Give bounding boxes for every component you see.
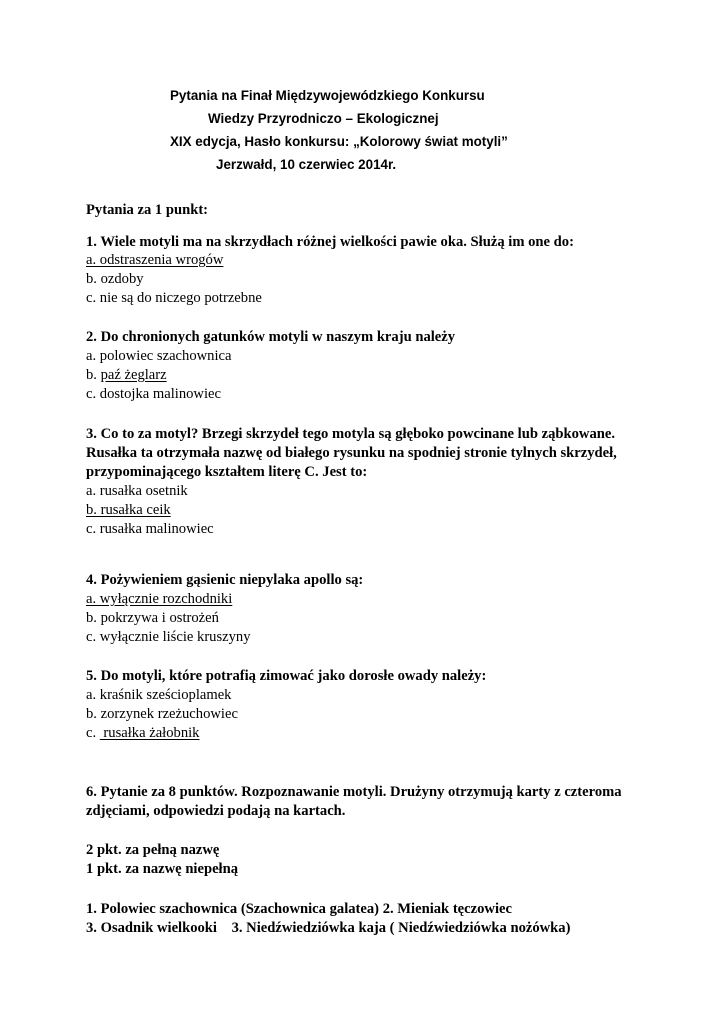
question-1-answer-a: a. odstraszenia wrogów xyxy=(86,252,224,268)
question-4-answer-b: b. pokrzywa i ostrożeń xyxy=(86,610,219,626)
question-5-answer-c-prefix: c. xyxy=(86,725,100,741)
question-1-answer-c: c. nie są do niczego potrzebne xyxy=(86,290,262,306)
scoring-partial-name: 1 pkt. za nazwę niepełną xyxy=(86,861,239,877)
question-4-text: 4. Pożywieniem gąsienic niepylaka apollo są: xyxy=(86,572,364,588)
question-3-text-line-1: 3. Co to za motyl? Brzegi skrzydeł tego motyla są głęboko powcinane lub ząbkowane. xyxy=(86,426,616,442)
question-3-answer-c: c. rusałka malinowiec xyxy=(86,521,214,537)
question-5-answer-c-text: rusałka żałobnik xyxy=(99,725,200,741)
question-4-answer-c: c. wyłącznie liście kruszyny xyxy=(86,629,251,645)
question-6-answers-line-2: 3. Osadnik wielkooki 3. Niedźwiedziówka kaja ( Niedźwiedziówka nożówka) xyxy=(86,920,571,936)
question-6-answers-line-1: 1. Polowiec szachownica (Szachownica galatea) 2. Mieniak tęczowiec xyxy=(86,901,512,917)
question-3-text-line-3: przypominającego kształtem literę C. Jest to: xyxy=(86,464,368,480)
question-5-text: 5. Do motyli, które potrafią zimować jako dorosłe owady należy: xyxy=(86,668,487,684)
question-4-answer-a: a. wyłącznie rozchodniki xyxy=(86,591,233,607)
question-3-text-line-2: Rusałka ta otrzymała nazwę od białego rysunku na spodniej stronie tylnych skrzydeł, xyxy=(86,445,617,461)
question-2-answer-b-prefix: b. xyxy=(86,367,101,383)
question-3-answer-a: a. rusałka osetnik xyxy=(86,483,188,499)
header-line-3: XIX edycja, Hasło konkursu: „Kolorowy świat motyli” xyxy=(170,134,508,149)
question-2-answer-c: c. dostojka malinowiec xyxy=(86,386,221,402)
question-5-answer-a: a. kraśnik sześcioplamek xyxy=(86,687,232,703)
header-line-4: Jerzwałd, 10 czerwiec 2014r. xyxy=(216,157,397,172)
question-6-text-line-2: zdjęciami, odpowiedzi podają na kartach. xyxy=(86,803,346,819)
section-title: Pytania za 1 punkt: xyxy=(86,202,209,218)
question-1-text: 1. Wiele motyli ma na skrzydłach różnej wielkości pawie oka. Służą im one do: xyxy=(86,234,574,250)
question-1-answer-b: b. ozdoby xyxy=(86,271,144,287)
question-3-answer-b: b. rusałka ceik xyxy=(86,502,171,518)
header-line-1: Pytania na Finał Międzywojewódzkiego Konkursu xyxy=(170,88,485,103)
question-5-answer-c xyxy=(86,724,199,742)
question-2-text: 2. Do chronionych gatunków motyli w naszym kraju należy xyxy=(86,329,456,345)
scoring-full-name: 2 pkt. za pełną nazwę xyxy=(86,842,220,858)
question-2-answer-b-text: paź żeglarz xyxy=(100,367,167,383)
question-2-answer-b xyxy=(86,366,167,384)
header-line-2: Wiedzy Przyrodniczo – Ekologicznej xyxy=(208,111,439,126)
question-6-text-line-1: 6. Pytanie za 8 punktów. Rozpoznawanie motyli. Drużyny otrzymują karty z czteroma xyxy=(86,784,622,800)
question-5-answer-b: b. zorzynek rzeżuchowiec xyxy=(86,706,238,722)
question-2-answer-a: a. polowiec szachownica xyxy=(86,348,232,364)
